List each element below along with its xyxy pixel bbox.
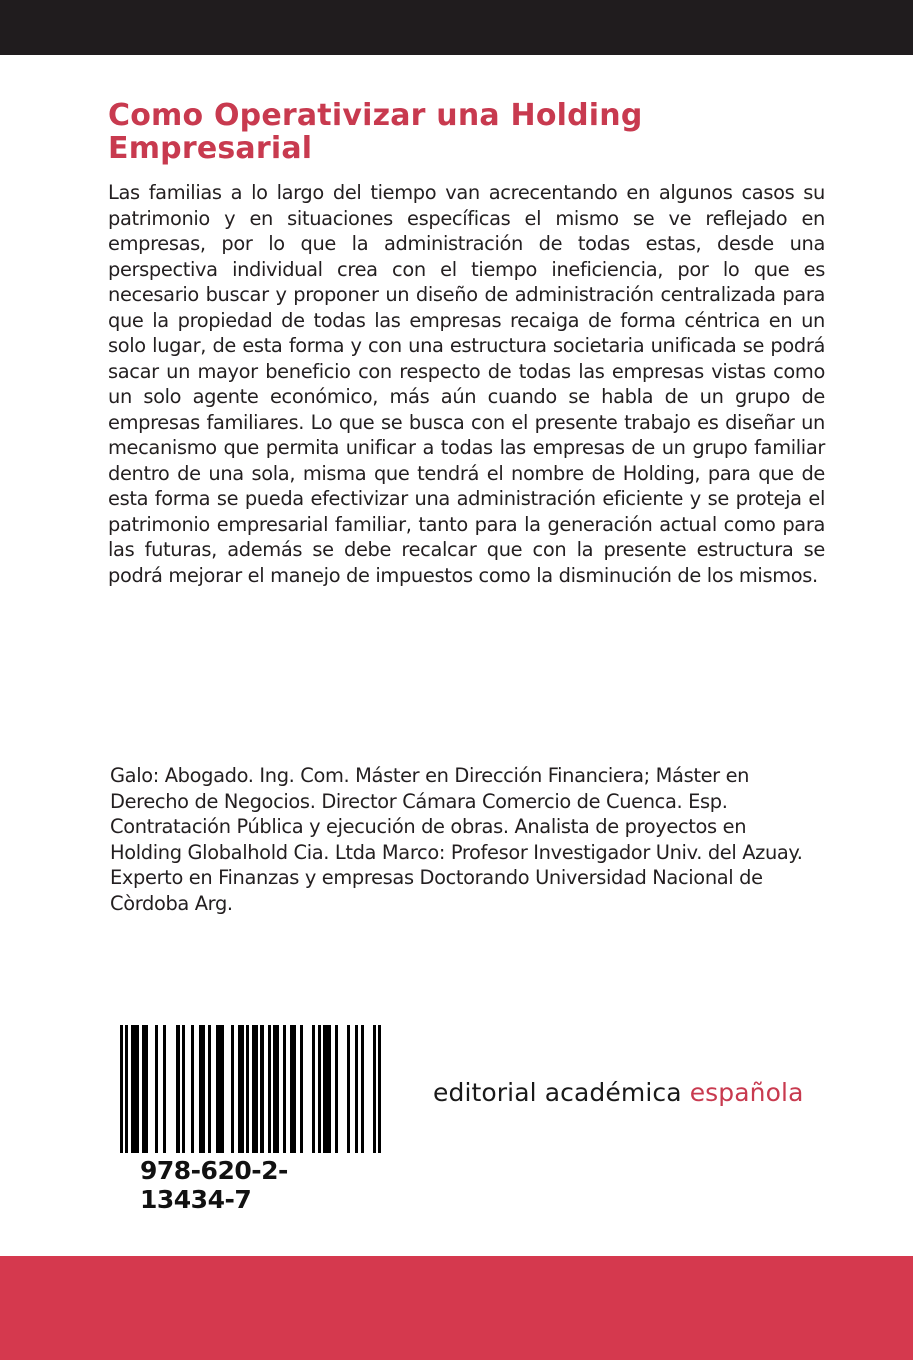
book-description: Las familias a lo largo del tiempo van acrecentando en algunos casos su patrimonio y en situaciones específicas el mismo se ve reflejado en empresas, por lo que la administración de todas estas, desde una perspectiva individual crea con el tiempo ineficiencia, por lo que es necesario buscar y proponer un diseño de administración centralizada para que la propiedad de todas las empresas recaiga de forma céntrica en un solo lugar, de esta forma y con una estructura societaria unificada se podrá sacar un mayor beneficio con respecto de todas las empresas vistas como un solo agente económico, más aún cuando se habla de un grupo de empresas familiares. Lo que se busca con el presente trabajo es diseñar un mecanismo que permita unificar a todas las empresas de un grupo familiar dentro de una sola, misma que tendrá el nombre de Holding, para que de esta forma se pueda efectivizar una administración eficiente y se proteja el patrimonio empresarial familiar, tanto para la generación actual como para las futuras, además se debe recalcar que con la presente estructura se podrá mejorar el manejo de impuestos como la disminución de los mismos. — [108, 181, 825, 587]
book-title: Como Operativizar una Holding Empresarial — [108, 98, 643, 166]
isbn-number: 978-620-2-13434-7 — [140, 1156, 288, 1214]
bottom-red-band — [0, 1256, 913, 1360]
publisher-name: editorial académica — [433, 1078, 690, 1107]
publisher-logo — [433, 1078, 804, 1107]
author-bio: Galo: Abogado. Ing. Com. Máster en Dirección Financiera; Máster en Derecho de Negocios. Director Cámara Comercio de Cuenca. Esp. Contratación Pública y ejecución de obras. Analista de proyectos en Holding Globalhold Cia. Ltda Marco: Profesor Investigador Univ. del Azuay. Experto en Finanzas y empresas Doctorando Universidad Nacional de Còrdoba Arg. — [110, 764, 803, 915]
publisher-name-accent: española — [689, 1078, 804, 1107]
barcode-icon — [118, 1025, 383, 1153]
top-dark-band — [0, 0, 913, 55]
